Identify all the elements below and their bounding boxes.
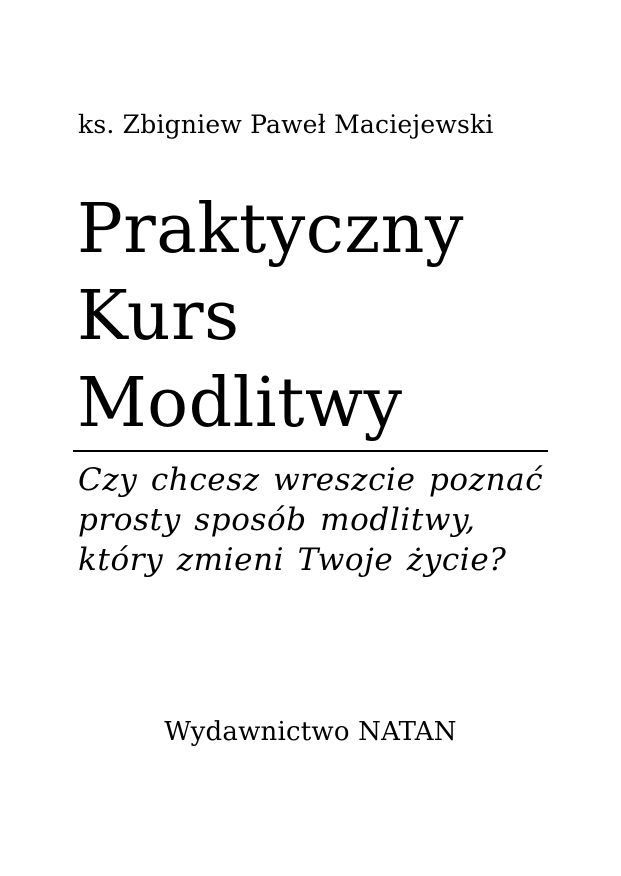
title-line-1: Praktyczny [77,190,464,269]
title-divider-rule [73,450,548,452]
title-line-2: Kurs [77,277,240,356]
title-line-3: Modlitwy [77,364,403,443]
subtitle-line-3: który zmieni Twoje życie? [78,542,507,578]
subtitle [78,460,543,580]
book-title [77,186,464,447]
publisher-line: Wydawnictwo NATAN [164,717,457,747]
subtitle-line-2: prosty sposób modlitwy, [78,502,476,538]
author-line: ks. Zbigniew Paweł Maciejewski [78,110,494,139]
subtitle-line-1: Czy chcesz wreszcie poznać [78,462,544,498]
